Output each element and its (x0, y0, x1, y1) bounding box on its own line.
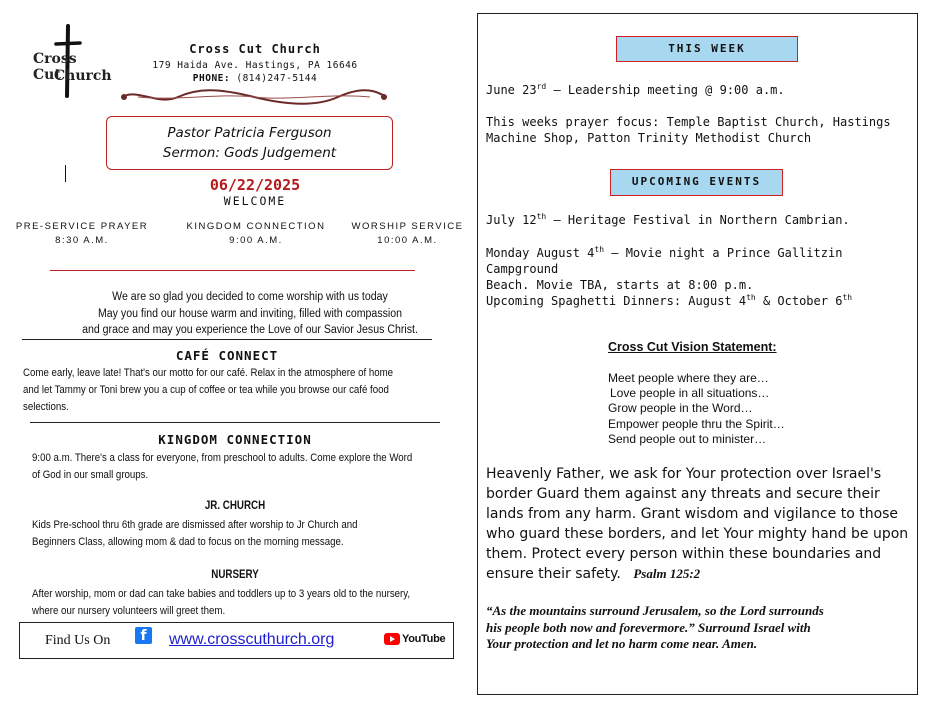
kingdom-heading: KINGDOM CONNECTION (158, 432, 312, 447)
church-address: 179 Haida Ave. Hastings, PA 16646 (152, 60, 358, 71)
prayer-focus (486, 114, 911, 146)
verse-line: his people both now and forevermore.” Surround Israel with (486, 619, 811, 635)
nursery-line: where our nursery volunteers will greet them. (32, 605, 226, 617)
nursery-heading: NURSERY (211, 569, 259, 581)
closing-verse (486, 603, 906, 653)
ordinal: th (746, 293, 756, 302)
church-phone (150, 73, 360, 84)
church-logo (30, 24, 112, 98)
event-heritage (486, 212, 911, 228)
prayer-reference: Psalm 125:2 (633, 566, 701, 581)
vision-line: Empower people thru the Spirit… (608, 416, 785, 431)
welcome-message (57, 289, 443, 339)
vision-line: Love people in all situations… (610, 386, 770, 401)
kingdom-line: 9:00 a.m. There's a class for everyone, from preschool to adults. Come explore the Word (32, 452, 413, 464)
sermon-title: Sermon: Gods Judgement (162, 145, 337, 161)
red-divider (50, 270, 415, 271)
event-date: Monday August 4 (486, 246, 595, 260)
phone-number: (814)247-5144 (236, 73, 318, 84)
service-time: 9:00 A.M. (229, 235, 283, 246)
event-movie-night (486, 245, 916, 293)
pastor-name: Pastor Patricia Ferguson (167, 125, 332, 141)
cafe-line: selections. (23, 401, 69, 413)
upcoming-events-banner: UPCOMING EVENTS (610, 169, 783, 196)
phone-label: PHONE: (192, 73, 231, 84)
event-spaghetti (486, 293, 911, 309)
logo-text-line1: Cross Cut (33, 51, 77, 83)
event-text: – Heritage Festival in Northern Cambrian. (546, 213, 850, 227)
divider (22, 339, 432, 340)
event-text: Upcoming Spaghetti Dinners: August 4 (486, 294, 747, 308)
welcome-line: and grace and may you experience the Love of our Savior Jesus Christ. (82, 324, 418, 336)
kingdom-text (32, 450, 446, 484)
prayer-focus-line: This weeks prayer focus: Temple Baptist Church, Hastings (486, 115, 891, 129)
prayer-text: Heavenly Father, we ask for Your protection over Israel's border Guard them against any threats and secure their lands from any harm. Grant wisdom and vigilance to those who guard these borders, and let Your mighty hand be upon them. Protect every person within these boundaries and ensure their safety. (486, 466, 909, 582)
website-link[interactable]: www.crosscuthurch.org (169, 631, 335, 648)
vision-heading: Cross Cut Vision Statement: (608, 340, 777, 354)
verse-line: Your protection and let no harm come near. Amen. (486, 636, 758, 651)
prayer-paragraph (486, 464, 916, 584)
this-week-banner: THIS WEEK (616, 36, 798, 62)
meeting-date: June 23 (486, 83, 537, 97)
service-title: KINGDOM CONNECTION (186, 221, 326, 232)
welcome-line: We are so glad you decided to come worship with us today (112, 291, 388, 303)
jr-church-line: Kids Pre-school thru 6th grade are dismissed after worship to Jr Church and (32, 519, 358, 531)
youtube-label: YouTube (402, 633, 446, 645)
service-title: WORSHIP SERVICE (351, 221, 464, 232)
nursery-line: After worship, mom or dad can take babies and toddlers up to 3 years old to the nursery, (32, 588, 411, 600)
service-pre-prayer (12, 220, 152, 248)
facebook-icon[interactable]: f (135, 627, 152, 644)
event-text: & October 6 (755, 294, 843, 308)
service-title: PRE-SERVICE PRAYER (15, 221, 149, 232)
youtube-link[interactable] (384, 632, 445, 646)
jr-church-line: Beginners Class, allowing mom & dad to focus on the morning message. (32, 536, 344, 548)
ornamental-divider (118, 88, 390, 106)
church-name: Cross Cut Church (189, 42, 321, 56)
ordinal: th (594, 245, 605, 254)
nursery-text (32, 586, 446, 620)
verse-line: “As the mountains surround Jerusalem, so the Lord surrounds (486, 603, 824, 618)
text-cursor (65, 165, 66, 182)
ordinal: th (536, 212, 547, 221)
divider (30, 422, 440, 423)
service-worship (345, 220, 470, 248)
service-kingdom-connection (180, 220, 332, 248)
cafe-text (23, 365, 437, 416)
leadership-meeting (486, 82, 911, 98)
meeting-text: – Leadership meeting @ 9:00 a.m. (546, 83, 785, 97)
pastor-sermon-box (106, 116, 393, 170)
vision-line: Grow people in the Word… (608, 401, 753, 416)
service-time: 10:00 A.M. (377, 235, 438, 246)
ordinal: th (842, 293, 853, 302)
ordinal: rd (536, 82, 547, 91)
event-text: Beach. Movie TBA, starts at 8:00 p.m. (486, 278, 754, 292)
welcome-line: May you find our house warm and inviting, filled with compassion (97, 307, 403, 320)
jr-church-heading: JR. CHURCH (204, 500, 266, 512)
vision-statement (608, 371, 908, 447)
kingdom-line: of God in our small groups. (32, 469, 149, 481)
vision-line: Send people out to minister… (608, 431, 767, 446)
vision-line: Meet people where they are… (608, 371, 769, 385)
logo-text-line2: Church (54, 68, 112, 84)
cafe-heading: CAFÉ CONNECT (175, 348, 279, 363)
cafe-line: Come early, leave late! That's our motto for our café. Relax in the atmosphere of home (23, 367, 394, 379)
service-time: 8:30 A.M. (55, 235, 109, 246)
youtube-icon (384, 633, 400, 645)
find-us-label: Find Us On (45, 633, 111, 648)
event-text: – Movie night a Prince Gallitzin Campground (486, 246, 843, 276)
jr-church-text (32, 517, 446, 551)
service-date: 06/22/2025 (209, 176, 301, 194)
event-date: July 12 (486, 213, 537, 227)
welcome-heading: WELCOME (223, 194, 287, 208)
cafe-line: and let Tammy or Toni brew you a cup of coffee or tea while you browse our café food (23, 384, 389, 396)
prayer-focus-line: Machine Shop, Patton Trinity Methodist Church (486, 131, 812, 145)
